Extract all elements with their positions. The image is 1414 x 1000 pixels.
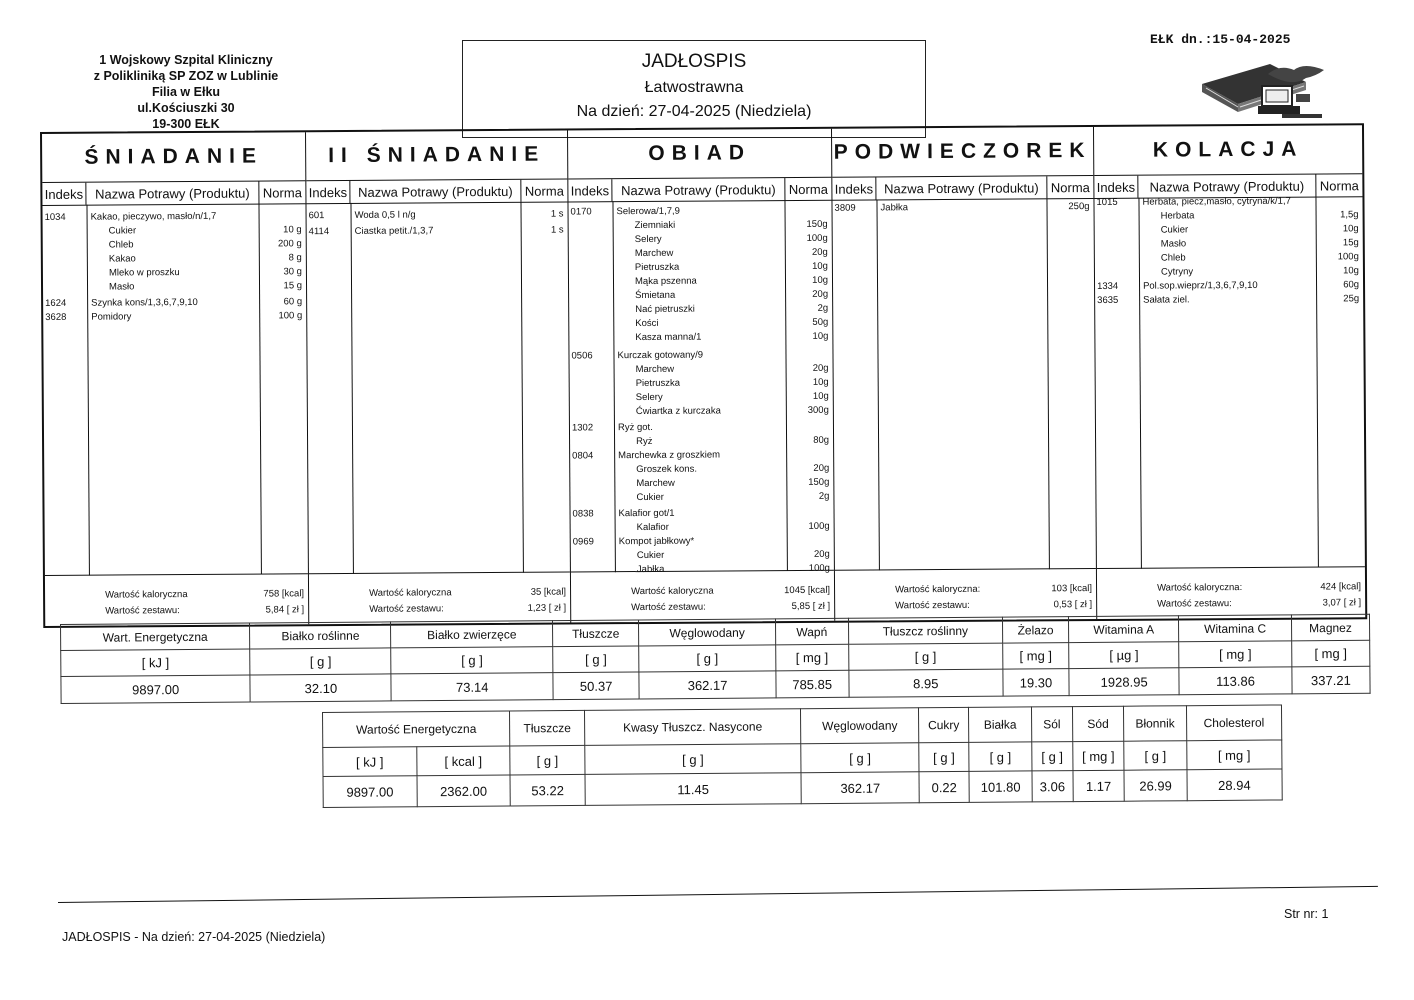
row-norm: 10g: [812, 260, 828, 272]
row-name: Kości: [635, 317, 659, 330]
meal-supper: [1094, 125, 1365, 619]
column-headers: [42, 181, 305, 206]
nutrient-unit: [ g ]: [510, 745, 585, 775]
row-name: Jabłka: [880, 202, 909, 214]
nutrient-value: 1928.95: [1069, 668, 1179, 696]
row-norm: 100g: [806, 232, 828, 244]
nutrient-value: 53.22: [510, 774, 585, 806]
menu-row: [570, 404, 833, 420]
cost-row: [631, 599, 830, 615]
row-name: Groszek kons.: [636, 463, 698, 476]
calorie-value: 424 [kcal]: [1320, 581, 1362, 593]
meal-title: PODWIECZOREK: [832, 127, 1093, 178]
menu-table: [40, 123, 1367, 628]
nutrient-value: 362.17: [639, 671, 776, 699]
row-name: Szynka kons/1,3,6,7,9,10: [91, 296, 198, 309]
row-norm: 10g: [812, 390, 829, 402]
cost-label: Wartość zestawu:: [631, 601, 706, 614]
nutrient-value: 0.22: [919, 771, 969, 802]
row-norm: 20g: [813, 462, 830, 474]
calorie-label: Wartość kaloryczna:: [1157, 582, 1243, 594]
nutrient-header: Tłuszcze: [552, 620, 639, 647]
row-index: 1015: [1096, 196, 1118, 208]
meal-summary: [835, 568, 1096, 621]
nutrient-unit: [ mg ]: [1003, 643, 1069, 670]
nutrient-header: Żelazo: [1002, 617, 1068, 644]
row-index: 601: [308, 210, 325, 222]
nutrient-value: 3.06: [1032, 771, 1073, 802]
row-name: Ciastka petit./1,3,7: [354, 225, 434, 237]
row-name: Ćwiartka z kurczaka: [635, 405, 721, 418]
row-norm: 15 g: [283, 280, 303, 292]
meal-lunch: [568, 129, 835, 623]
row-index: 1034: [44, 211, 66, 223]
nutrient-unit: [ kJ ]: [61, 649, 250, 676]
cost-value: 0,53 [ zł ]: [1053, 599, 1093, 611]
calorie-row: [369, 585, 566, 601]
row-norm: 2g: [817, 302, 829, 314]
row-name: Cukier: [108, 225, 137, 237]
nutrient-value-row: [323, 769, 1282, 808]
row-index: 0838: [572, 508, 594, 520]
nutrient-unit: [ mg ]: [1186, 740, 1282, 770]
row-index: 1624: [45, 297, 67, 309]
row-name: Cukier: [636, 491, 664, 504]
row-name: Masło: [108, 281, 135, 293]
nutrient-header: Magnez: [1291, 614, 1369, 641]
nutrient-header: Węglowodany: [801, 708, 919, 744]
norm-header: Norma: [262, 184, 302, 201]
row-norm: 15g: [1342, 237, 1359, 249]
nutrient-unit: [ g ]: [919, 742, 969, 771]
nutrient-value: 28.94: [1187, 769, 1283, 801]
menu-row: [570, 490, 833, 506]
nutrient-unit: [ mg ]: [775, 644, 848, 671]
hospital-line: z Polikliniką SP ZOZ w Lublinie: [93, 69, 279, 83]
index-header: Indeks: [42, 183, 86, 205]
nutrient-unit: [ kcal ]: [416, 746, 510, 776]
row-norm: 80g: [813, 434, 830, 446]
nutrient-unit: [ µg ]: [1069, 642, 1179, 669]
row-name: Herbata: [1160, 210, 1195, 222]
meal-summary: [45, 573, 308, 626]
meal-items: [1094, 196, 1364, 569]
cost-label: Wartość zestawu:: [895, 599, 970, 612]
calorie-label: Wartość kaloryczna: [631, 585, 714, 598]
meal-title: ŚNIADANIE: [42, 132, 305, 183]
index-header: Indeks: [568, 179, 612, 201]
calorie-value: 758 [kcal]: [263, 588, 305, 600]
column-divider: [520, 202, 523, 573]
row-name: Cytryny: [1160, 266, 1194, 278]
column-headers: [306, 180, 567, 205]
nutrient-header: Tłuszcz roślinny: [848, 617, 1002, 644]
row-name: Jabłka: [636, 563, 665, 576]
row-index: 3809: [834, 202, 856, 214]
row-norm: 8 g: [288, 252, 302, 264]
row-name: Marchew: [635, 363, 675, 376]
title-box: [462, 40, 926, 138]
nutrient-header: Kwasy Tłuszcz. Nasycone: [584, 709, 801, 746]
nutrient-unit: [ g ]: [585, 744, 802, 775]
nutrient-unit: [ g ]: [969, 742, 1032, 771]
row-index: 0170: [570, 206, 592, 218]
nutrient-value: 26.99: [1124, 770, 1187, 801]
menu-row: [43, 309, 306, 325]
row-norm: 1,5g: [1340, 209, 1359, 221]
row-index: 3628: [45, 311, 67, 323]
row-name: Cukier: [1160, 224, 1189, 236]
nutrient-table-2: [322, 704, 1283, 808]
book-computer-icon: [1196, 56, 1336, 120]
name-header: Nazwa Potrawy (Produktu): [350, 180, 521, 203]
row-index: 4114: [308, 226, 330, 238]
index-header: Indeks: [832, 177, 876, 199]
row-index: 1334: [1097, 280, 1119, 292]
column-headers: [832, 176, 1093, 201]
row-name: Pietruszka: [635, 377, 681, 390]
page-number: Str nr: 1: [1284, 907, 1329, 921]
row-index: 0506: [571, 350, 593, 362]
row-name: Sałata ziel.: [1143, 294, 1190, 306]
footer-title: JADŁOSPIS - Na dzień: 27-04-2025 (Niedziela): [62, 930, 326, 944]
menu-date: Na dzień: 27-04-2025 (Niedziela): [576, 103, 812, 120]
nutrient-header: Cukry: [919, 707, 969, 742]
nutrient-unit: [ kJ ]: [323, 747, 417, 777]
menu-row: [569, 330, 832, 346]
menu-row: [1095, 292, 1363, 308]
meal-summary: [571, 570, 834, 623]
row-norm: 10 g: [283, 224, 302, 236]
nutrient-unit: [ g ]: [553, 646, 640, 673]
nutrient-header: Witamina C: [1179, 615, 1292, 642]
column-divider: [1046, 198, 1049, 569]
issue-date: EŁK dn.:15-04-2025: [1150, 32, 1291, 47]
calorie-value: 35 [kcal]: [530, 586, 567, 598]
meal-second-breakfast: [306, 130, 571, 624]
nutrient-header: Białko roślinne: [250, 622, 391, 649]
row-norm: 300g: [807, 404, 829, 416]
nutrient-value: 337.21: [1292, 666, 1370, 694]
name-header: Nazwa Potrawy (Produktu): [1138, 175, 1316, 198]
meal-items: [568, 200, 833, 576]
nutrient-unit: [ g ]: [639, 645, 776, 672]
name-header: Nazwa Potrawy (Produktu): [86, 182, 259, 205]
cost-value: 5,84 [ zł ]: [265, 604, 305, 616]
nutrient-value: 73.14: [391, 673, 553, 701]
row-name: Mleko w proszku: [108, 267, 180, 279]
cost-label: Wartość zestawu:: [105, 605, 180, 617]
cost-row: [105, 602, 304, 618]
row-norm: 30 g: [283, 266, 302, 278]
row-norm: 150g: [808, 476, 830, 488]
nutrient-value: 113.86: [1179, 667, 1292, 695]
nutrient-value: 19.30: [1003, 669, 1069, 697]
nutrient-unit: [ mg ]: [1292, 640, 1370, 667]
name-header: Nazwa Potrawy (Produktu): [612, 178, 785, 201]
row-name: Cukier: [636, 549, 665, 562]
row-norm: 10g: [812, 274, 829, 286]
diet-name: Łatwostrawna: [644, 79, 744, 96]
row-norm: 20g: [813, 548, 830, 560]
row-name: Pomidory: [91, 311, 132, 323]
hospital-line: Filia w Ełku: [151, 85, 221, 99]
calorie-label: Wartość kaloryczna: [105, 589, 188, 601]
row-name: Kurczak gotowany/9: [617, 349, 704, 362]
row-norm: 60g: [1343, 279, 1360, 291]
row-name: Ryż: [636, 435, 653, 448]
norm-header: Norma: [788, 181, 828, 197]
cost-value: 3,07 [ zł ]: [1322, 597, 1362, 609]
nutrient-header: Białko zwierzęce: [391, 621, 553, 648]
row-index: 0804: [572, 450, 594, 462]
row-norm: 250g: [1068, 201, 1090, 213]
meal-afternoon-snack: [832, 127, 1097, 621]
meal-items: [42, 203, 307, 576]
calorie-value: 103 [kcal]: [1051, 583, 1093, 595]
nutrient-value: 2362.00: [417, 775, 511, 807]
cost-row: [369, 601, 566, 617]
hospital-address: [70, 52, 302, 132]
row-norm: 100 g: [278, 310, 303, 322]
nutrient-value: 1.17: [1073, 770, 1125, 801]
menu-row: [43, 279, 306, 295]
calorie-row: [105, 586, 304, 602]
row-norm: 2g: [818, 490, 830, 502]
meal-breakfast: [42, 132, 309, 626]
row-norm: 100g: [808, 520, 830, 532]
row-name: Mąka pszenna: [634, 275, 697, 288]
norm-header: Norma: [1050, 179, 1090, 195]
row-norm: 10g: [812, 330, 829, 342]
page-title: JADŁOSPIS: [641, 51, 747, 72]
calorie-row: [1157, 579, 1361, 595]
nutrient-header: Tłuszcze: [510, 710, 585, 746]
nutrient-header: Wapń: [775, 618, 848, 645]
footer-divider: [58, 886, 1378, 903]
cost-row: [1157, 595, 1361, 611]
nutrient-header: Wart. Energetyczna: [61, 623, 250, 650]
row-name: Selerowa/1,7,9: [616, 205, 680, 218]
row-name: Chleb: [108, 239, 134, 251]
nutrient-unit: [ g ]: [1032, 742, 1073, 771]
nutrient-value: 9897.00: [323, 776, 417, 808]
row-norm: 200 g: [277, 238, 302, 250]
calorie-row: [631, 583, 830, 599]
menu-row: [832, 200, 1093, 216]
nutrient-header: Sód: [1072, 706, 1124, 741]
row-norm: 10g: [812, 376, 829, 388]
nutrient-value: 9897.00: [61, 675, 250, 703]
nutrient-unit: [ g ]: [801, 743, 919, 773]
calorie-label: Wartość kaloryczna:: [895, 583, 981, 596]
calorie-row: [895, 581, 1092, 597]
nutrient-table-1: [60, 614, 1371, 704]
norm-header: Norma: [1319, 177, 1359, 194]
row-norm: 60 g: [283, 296, 303, 308]
name-header: Nazwa Potrawy (Produktu): [876, 176, 1047, 199]
row-norm: 100g: [1337, 251, 1359, 263]
row-name: Kalafior: [636, 521, 669, 534]
row-name: Ryż got.: [617, 421, 653, 434]
meal-title: KOLACJA: [1094, 125, 1362, 176]
cost-value: 1,23 [ zł ]: [527, 602, 567, 614]
index-header: Indeks: [306, 181, 350, 203]
meal-title: II ŚNIADANIE: [306, 131, 567, 182]
row-norm: 20g: [811, 246, 828, 258]
nutrient-value: 50.37: [553, 672, 640, 700]
row-norm: 1 s: [550, 224, 564, 236]
nutrient-value: 32.10: [250, 674, 391, 702]
row-norm: 150g: [806, 218, 828, 230]
meal-items: [306, 202, 569, 575]
nutrient-value: 8.95: [848, 669, 1003, 697]
cost-row: [895, 597, 1092, 613]
nutrient-value: 101.80: [969, 771, 1032, 802]
nutrient-unit: [ mg ]: [1072, 741, 1124, 770]
nutrient-value: 11.45: [585, 773, 802, 806]
meal-title: OBIAD: [568, 129, 831, 180]
cost-value: 5,85 [ zł ]: [791, 600, 831, 613]
column-headers: [568, 178, 831, 203]
row-name: Pietruszka: [634, 261, 680, 274]
nutrient-header: Białka: [969, 707, 1032, 742]
row-name: Chleb: [1160, 252, 1186, 264]
row-norm: 1 s: [550, 208, 564, 220]
row-index: 1302: [571, 422, 594, 434]
row-norm: 20g: [812, 288, 829, 300]
column-divider: [876, 199, 879, 570]
row-name: Marchew: [634, 247, 674, 260]
row-name: Herbata, piecz,masło, cytryna/k/1,7: [1142, 195, 1291, 208]
row-index: 0969: [572, 536, 594, 548]
row-name: Ziemniaki: [634, 219, 676, 232]
nutrient-unit: [ g ]: [250, 648, 391, 675]
row-norm: 10g: [1342, 223, 1359, 235]
nutrient-unit: [ g ]: [1124, 741, 1187, 770]
row-name: Masło: [1160, 238, 1187, 250]
row-norm: 50g: [812, 316, 829, 328]
hospital-line: 1 Wojskowy Szpital Kliniczny: [99, 53, 273, 67]
row-norm: 100g: [808, 562, 830, 574]
column-divider: [350, 203, 353, 574]
nutrient-unit: [ g ]: [848, 643, 1002, 670]
row-name: Woda 0,5 l n/g: [354, 209, 416, 221]
calorie-label: Wartość kaloryczna: [369, 587, 452, 599]
row-name: Marchew: [636, 477, 675, 490]
nutrient-unit: [ mg ]: [1179, 641, 1292, 668]
row-norm: 10g: [1343, 265, 1359, 277]
nutrient-header: Cholesterol: [1186, 705, 1282, 741]
nutrient-header: Wartość Energetyczna: [323, 711, 510, 747]
hospital-line: 19-300 EŁK: [152, 117, 220, 131]
row-name: Śmietana: [635, 289, 676, 302]
nutrient-header: Węglowodany: [639, 619, 776, 646]
row-norm: 25g: [1343, 293, 1360, 305]
nutrient-value: 785.85: [776, 670, 849, 698]
cost-label: Wartość zestawu:: [369, 603, 444, 615]
row-name: Selery: [635, 391, 663, 404]
row-index: 3635: [1097, 294, 1119, 306]
nutrient-value: 362.17: [801, 772, 919, 804]
meal-items: [832, 198, 1095, 571]
row-name: Selery: [634, 233, 662, 246]
nutrient-header: Witamina A: [1069, 616, 1179, 643]
meal-summary: [309, 571, 570, 624]
row-name: Kakao: [108, 253, 136, 265]
index-header: Indeks: [1094, 176, 1138, 198]
cost-label: Wartość zestawu:: [1157, 598, 1232, 610]
row-name: Kakao, pieczywo, masło/n/1,7: [90, 210, 217, 223]
nutrient-header: Błonnik: [1124, 706, 1187, 741]
norm-header: Norma: [524, 183, 564, 199]
row-name: Marchewka z groszkiem: [618, 449, 721, 462]
nutrient-header: Sól: [1031, 707, 1072, 742]
meal-summary: [1097, 566, 1365, 619]
menu-row: [307, 208, 568, 224]
calorie-value: 1045 [kcal]: [784, 584, 831, 597]
hospital-line: ul.Kościuszki 30: [137, 101, 235, 115]
row-name: Kalafior got/1: [618, 507, 675, 520]
row-name: Kompot jabłkowy*: [618, 535, 695, 548]
row-name: Nać pietruszki: [635, 303, 695, 316]
row-name: Pol.sop.wieprz/1,3,6,7,9,10: [1143, 279, 1258, 292]
menu-row: [307, 224, 568, 240]
row-name: Kasza manna/1: [635, 331, 702, 344]
nutrient-unit: [ g ]: [391, 647, 553, 674]
row-norm: 20g: [812, 362, 829, 374]
